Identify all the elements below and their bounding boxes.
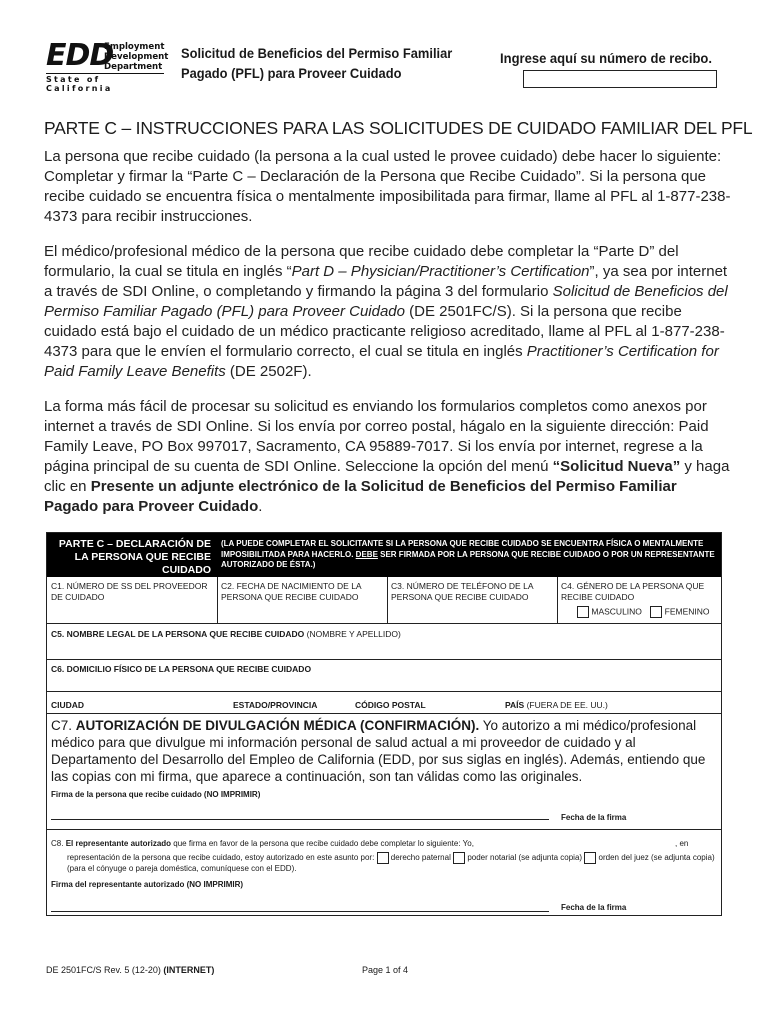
c8-bold-label: El representante autorizado <box>65 839 172 848</box>
paragraph-1-text: La persona que recibe cuidado (la persona a la cual usted le provee cuidado) debe hacer lo siguiente: Completar y firmar la “Parte C – Declaración de la Persona que Recibe Cuidado”. Si la persona que recibe cuidado se encuentra física o mentalmente imposibilitada para firmar, llame al PFL al 1-877-238-4373 para recibir instrucciones. <box>44 148 731 225</box>
form-section-header <box>47 533 721 577</box>
c7-text: Yo autorizo a mi médico/profesional médico para que divulgue mi información personal de salud actual a mi proveedor de cuidado y al Departamento del Desarrollo del Empleo de California (EDD, por sus siglas en inglés). Además, entiendo que las copias con mi firma, que aparece a continuación, son tan válidas como las originales. <box>51 718 706 784</box>
section-note-part-2: SER FIRMADA POR LA PERSONA QUE RECIBE CUIDADO O POR UN REPRESENTANTE AUTORIZADO DE ÉSTA.) <box>221 549 715 569</box>
c7-signature-line[interactable] <box>51 819 549 820</box>
logo-line-3: Department <box>104 62 163 72</box>
derecho-paternal-label: derecho paternal <box>390 852 451 862</box>
edd-logo <box>46 38 169 93</box>
c2-birthdate-field[interactable] <box>221 581 381 603</box>
logo-department-text <box>104 42 168 72</box>
poder-notarial-checkbox[interactable] <box>453 852 465 864</box>
c8-signature-line[interactable] <box>51 911 549 912</box>
p3-text-3: . <box>258 498 263 515</box>
part-c-title: PARTE C – INSTRUCCIONES PARA LAS SOLICITUDES DE CUIDADO FAMILIAR DEL PFL <box>44 118 753 138</box>
ciudad-field[interactable] <box>51 700 84 711</box>
c8-text-2: representación de la persona que recibe cuidado, estoy autorizado en este asunto por: <box>67 852 375 862</box>
gender-options <box>577 606 710 618</box>
p2-text-4: (DE 2502F). <box>225 363 312 380</box>
estado-label: ESTADO/PROVINCIA <box>233 700 318 710</box>
logo-state-text: State of California <box>46 75 113 93</box>
ciudad-label: CIUDAD <box>51 700 85 710</box>
p2-text-2: ”, ya sea por internet a través de SDI Online, o completando y firmando la página 3 del formulario <box>44 263 728 300</box>
form-title-line-1: Solicitud de Beneficios del Permiso Familiar <box>181 45 453 61</box>
c8-number: C8. <box>51 839 64 848</box>
receipt-label: Ingrese aquí su número de recibo. <box>500 50 712 66</box>
c8-date-label: Fecha de la firma <box>561 903 627 912</box>
c5-label: C5. NOMBRE LEGAL DE LA PERSONA QUE RECIBE CUIDADO <box>51 629 305 639</box>
codigo-postal-label: CÓDIGO POSTAL <box>355 700 426 710</box>
c7-number: C7. <box>51 718 73 733</box>
footer-page-number: Page 1 of 4 <box>362 965 409 975</box>
p3-bold-2: Presente un adjunte electrónico de la Solicitud de Beneficios del Permiso Familiar Pagado para Proveer Cuidado <box>44 478 677 515</box>
p3-text-1: La forma más fácil de procesar su solicitud es enviando los formularios completos como anexos por internet a través de SDI Online. Si los envía por correo postal, hágalo en la siguiente dirección: Paid Family Leave, PO Box 997017, Sacramento, CA 95889-7017. Si los envía por internet, regrese a la página principal de su cuenta de SDI Online. Seleccione la opción del menú <box>44 398 709 475</box>
instructions-paragraph-3 <box>44 397 732 517</box>
part-c-declaration-form <box>46 532 722 916</box>
logo-divider <box>46 73 164 74</box>
logo-line-1: Employment <box>104 42 165 52</box>
pais-hint: (FUERA DE EE. UU.) <box>526 700 608 710</box>
footer-form-id <box>46 965 214 975</box>
masculino-label: MASCULINO <box>591 606 642 617</box>
footer-internet: (INTERNET) <box>163 965 215 975</box>
c7-title: AUTORIZACIÓN DE DIVULGACIÓN MÉDICA (CONFIRMACIÓN). <box>75 718 480 733</box>
instructions-paragraph-2 <box>44 242 732 382</box>
c4-label: C4. GÉNERO DE LA PERSONA QUE RECIBE CUIDADO <box>561 581 705 602</box>
derecho-paternal-checkbox[interactable] <box>377 852 389 864</box>
femenino-label: FEMENINO <box>664 606 710 617</box>
c7-medical-release <box>51 717 715 785</box>
orden-juez-label: orden del juez (se adjunta copia) (para el cónyuge o pareja doméstica, comuníquese con el EDD). <box>67 852 715 873</box>
c5-hint: (NOMBRE Y APELLIDO) <box>306 629 401 639</box>
c2-label: C2. FECHA DE NACIMIENTO DE LA PERSONA QUE RECIBE CUIDADO <box>221 581 362 602</box>
c8-representative <box>51 839 715 874</box>
p3-text-2: y haga clic en <box>44 458 730 495</box>
c6-address-field[interactable] <box>51 664 711 675</box>
estado-field[interactable] <box>233 700 317 711</box>
orden-juez-checkbox[interactable] <box>584 852 596 864</box>
c3-label: C3. NÚMERO DE TELÉFONO DE LA PERSONA QUE RECIBE CUIDADO <box>391 581 534 602</box>
c7-date-label: Fecha de la firma <box>561 813 627 822</box>
c1-ss-number-field[interactable] <box>51 581 211 603</box>
c8-en-text: , en <box>675 839 689 848</box>
pais-label: PAÍS <box>505 700 525 710</box>
c7-signature-label: Firma de la persona que recibe cuidado (NO IMPRIMIR) <box>51 790 261 799</box>
c8-signature-label: Firma del representante autorizado (NO IMPRIMIR) <box>51 880 244 889</box>
poder-notarial-label: poder notarial (se adjunta copia) <box>467 852 583 862</box>
c5-legal-name-field[interactable] <box>51 629 711 659</box>
masculino-checkbox[interactable] <box>577 606 589 618</box>
codigo-postal-field[interactable] <box>355 700 426 711</box>
section-note <box>221 539 717 571</box>
c4-gender-field <box>561 581 719 603</box>
p2-text-3: (DE 2501FC/S). Si la persona que recibe cuidado está bajo el cuidado de un médico practicante religioso acreditado, llame al PFL al 1-877-238-4373 para que le envíen el formulario correcto, el cual se titula en inglés <box>44 303 725 360</box>
p3-bold-1: “Solicitud Nueva” <box>552 458 681 475</box>
section-title: PARTE C – DECLARACIÓN DE LA PERSONA QUE RECIBE CUIDADO <box>58 538 211 576</box>
form-title-line-2: Pagado (PFL) para Proveer Cuidado <box>181 65 402 81</box>
form-title <box>181 43 481 83</box>
p2-text-1: El médico/profesional médico de la persona que recibe cuidado debe completar la “Parte D” del formulario, la cual se titula en inglés “ <box>44 243 679 280</box>
c1-label: C1. NÚMERO DE SS DEL PROVEEDOR DE CUIDADO <box>51 581 208 602</box>
section-note-part-1: (LA PUEDE COMPLETAR EL SOLICITANTE SI LA PERSONA QUE RECIBE CUIDADO SE ENCUENTRA FÍSICA O MENTALMENTE IMPOSIBILITADA PARA HACERLO. <box>221 539 704 559</box>
p2-italic-2: Solicitud de Beneficios del Permiso Familiar Pagado (PFL) para Proveer Cuidado <box>44 283 728 320</box>
c3-phone-field[interactable] <box>391 581 551 603</box>
logo-edd-text: EDD <box>46 38 114 73</box>
instructions-paragraph-1 <box>44 147 732 227</box>
logo-line-2: Development <box>104 52 169 62</box>
pais-field[interactable] <box>505 700 608 711</box>
p2-italic-3: Practitioner’s Certification for Paid Family Leave Benefits <box>44 343 719 380</box>
footer-form-number: DE 2501FC/S Rev. 5 (12-20) <box>46 965 161 975</box>
p2-italic-1: Part D – Physician/Practitioner’s Certification <box>291 263 590 280</box>
c8-text-1: que firma en favor de la persona que recibe cuidado debe completar lo siguiente: Yo, <box>171 839 474 848</box>
section-note-underline: DEBE <box>355 549 378 559</box>
c6-label: C6. DOMICILIO FÍSICO DE LA PERSONA QUE RECIBE CUIDADO <box>51 664 312 674</box>
receipt-number-input[interactable] <box>523 70 717 88</box>
femenino-checkbox[interactable] <box>650 606 662 618</box>
